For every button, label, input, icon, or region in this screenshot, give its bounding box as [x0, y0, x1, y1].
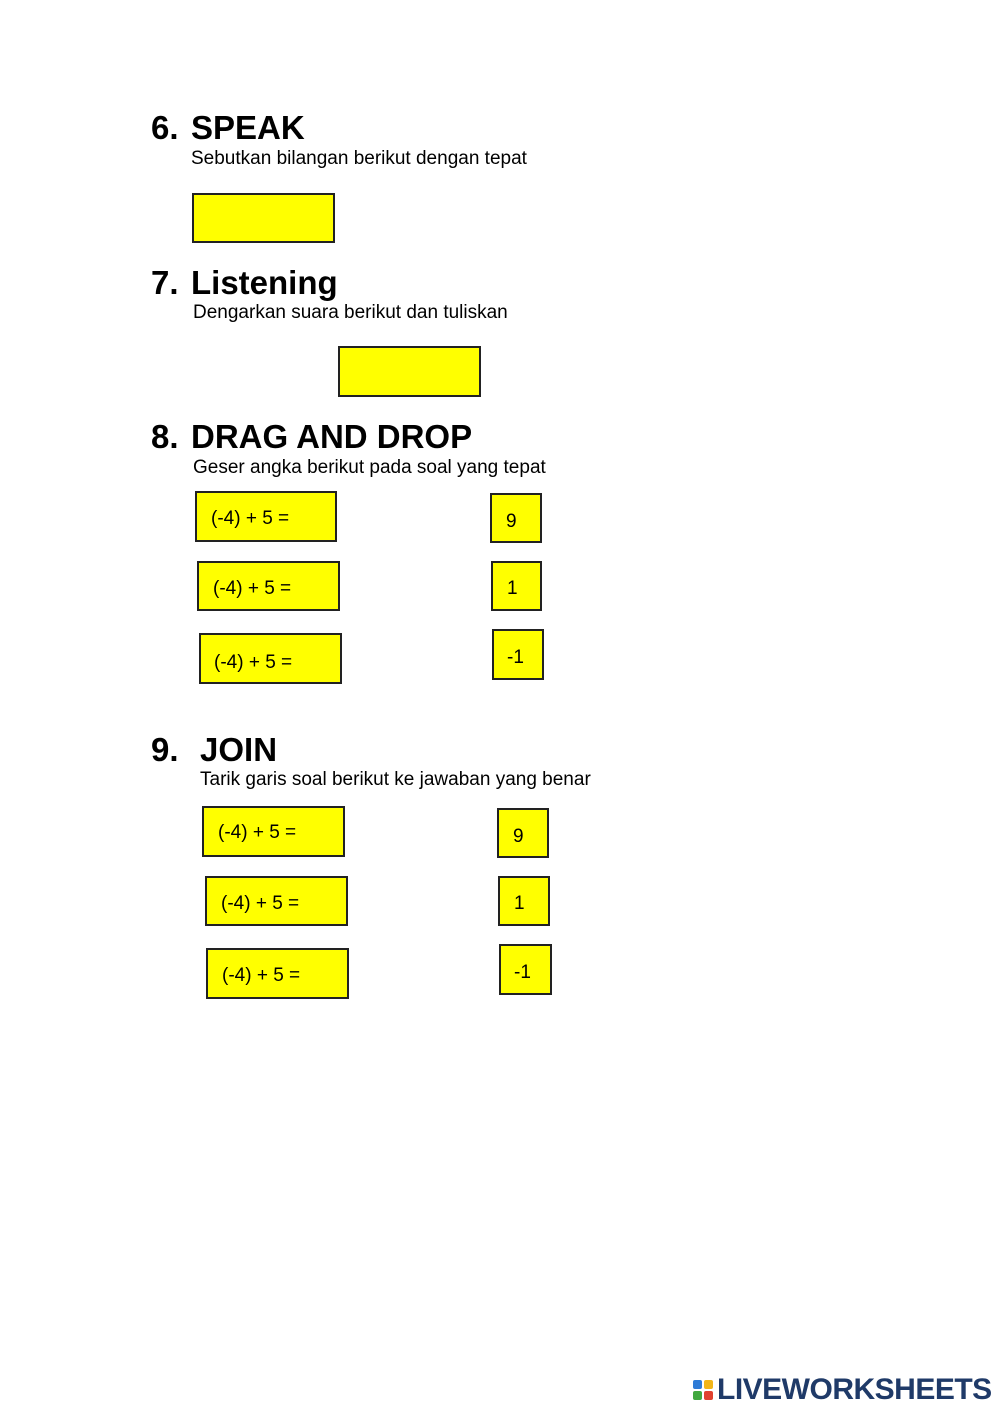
question-text: (-4) + 5 =: [214, 652, 293, 673]
join-question-box[interactable]: [206, 948, 349, 999]
section-number: 7.: [151, 264, 179, 301]
logo-square-icon: [704, 1380, 713, 1389]
drag-answer-tile[interactable]: [492, 629, 544, 680]
join-question-box[interactable]: [202, 806, 345, 857]
question-text: (-4) + 5 =: [211, 508, 290, 529]
liveworksheets-logo: [693, 1375, 992, 1405]
section-title: Listening: [191, 264, 338, 301]
drag-answer-tile[interactable]: [490, 493, 542, 543]
section-instruction: Tarik garis soal berikut ke jawaban yang benar: [200, 769, 591, 790]
answer-text: 9: [513, 826, 524, 847]
answer-text: -1: [507, 647, 524, 668]
section-title: SPEAK: [191, 109, 305, 146]
answer-text: -1: [514, 962, 531, 983]
answer-text: 1: [507, 578, 518, 599]
liveworksheets-logo-icon: [693, 1380, 713, 1400]
section-title: JOIN: [200, 731, 278, 768]
question-text: (-4) + 5 =: [213, 578, 292, 599]
join-answer-tile[interactable]: [499, 944, 552, 995]
listening-answer-box[interactable]: [338, 346, 481, 397]
section-instruction: Dengarkan suara berikut dan tuliskan: [193, 302, 508, 323]
section-instruction: Sebutkan bilangan berikut dengan tepat: [191, 148, 527, 169]
question-text: (-4) + 5 =: [221, 893, 300, 914]
answer-text: 9: [506, 511, 517, 532]
section-instruction: Geser angka berikut pada soal yang tepat: [193, 457, 546, 478]
logo-square-icon: [693, 1380, 702, 1389]
question-text: (-4) + 5 =: [218, 822, 297, 843]
drag-question-box[interactable]: [197, 561, 340, 611]
join-answer-tile[interactable]: [497, 808, 549, 858]
speak-record-box[interactable]: [192, 193, 335, 243]
join-answer-tile[interactable]: [498, 876, 550, 926]
logo-square-icon: [704, 1391, 713, 1400]
section-number: 8.: [151, 418, 179, 455]
section-title: DRAG AND DROP: [191, 418, 473, 455]
section-number: 6.: [151, 109, 179, 146]
drag-question-box[interactable]: [199, 633, 342, 684]
section-number: 9.: [151, 731, 179, 768]
answer-text: 1: [514, 893, 525, 914]
logo-square-icon: [693, 1391, 702, 1400]
question-text: (-4) + 5 =: [222, 965, 301, 986]
join-question-box[interactable]: [205, 876, 348, 926]
drag-question-box[interactable]: [195, 491, 337, 542]
drag-answer-tile[interactable]: [491, 561, 542, 611]
logo-text: LIVEWORKSHEETS: [717, 1373, 992, 1406]
